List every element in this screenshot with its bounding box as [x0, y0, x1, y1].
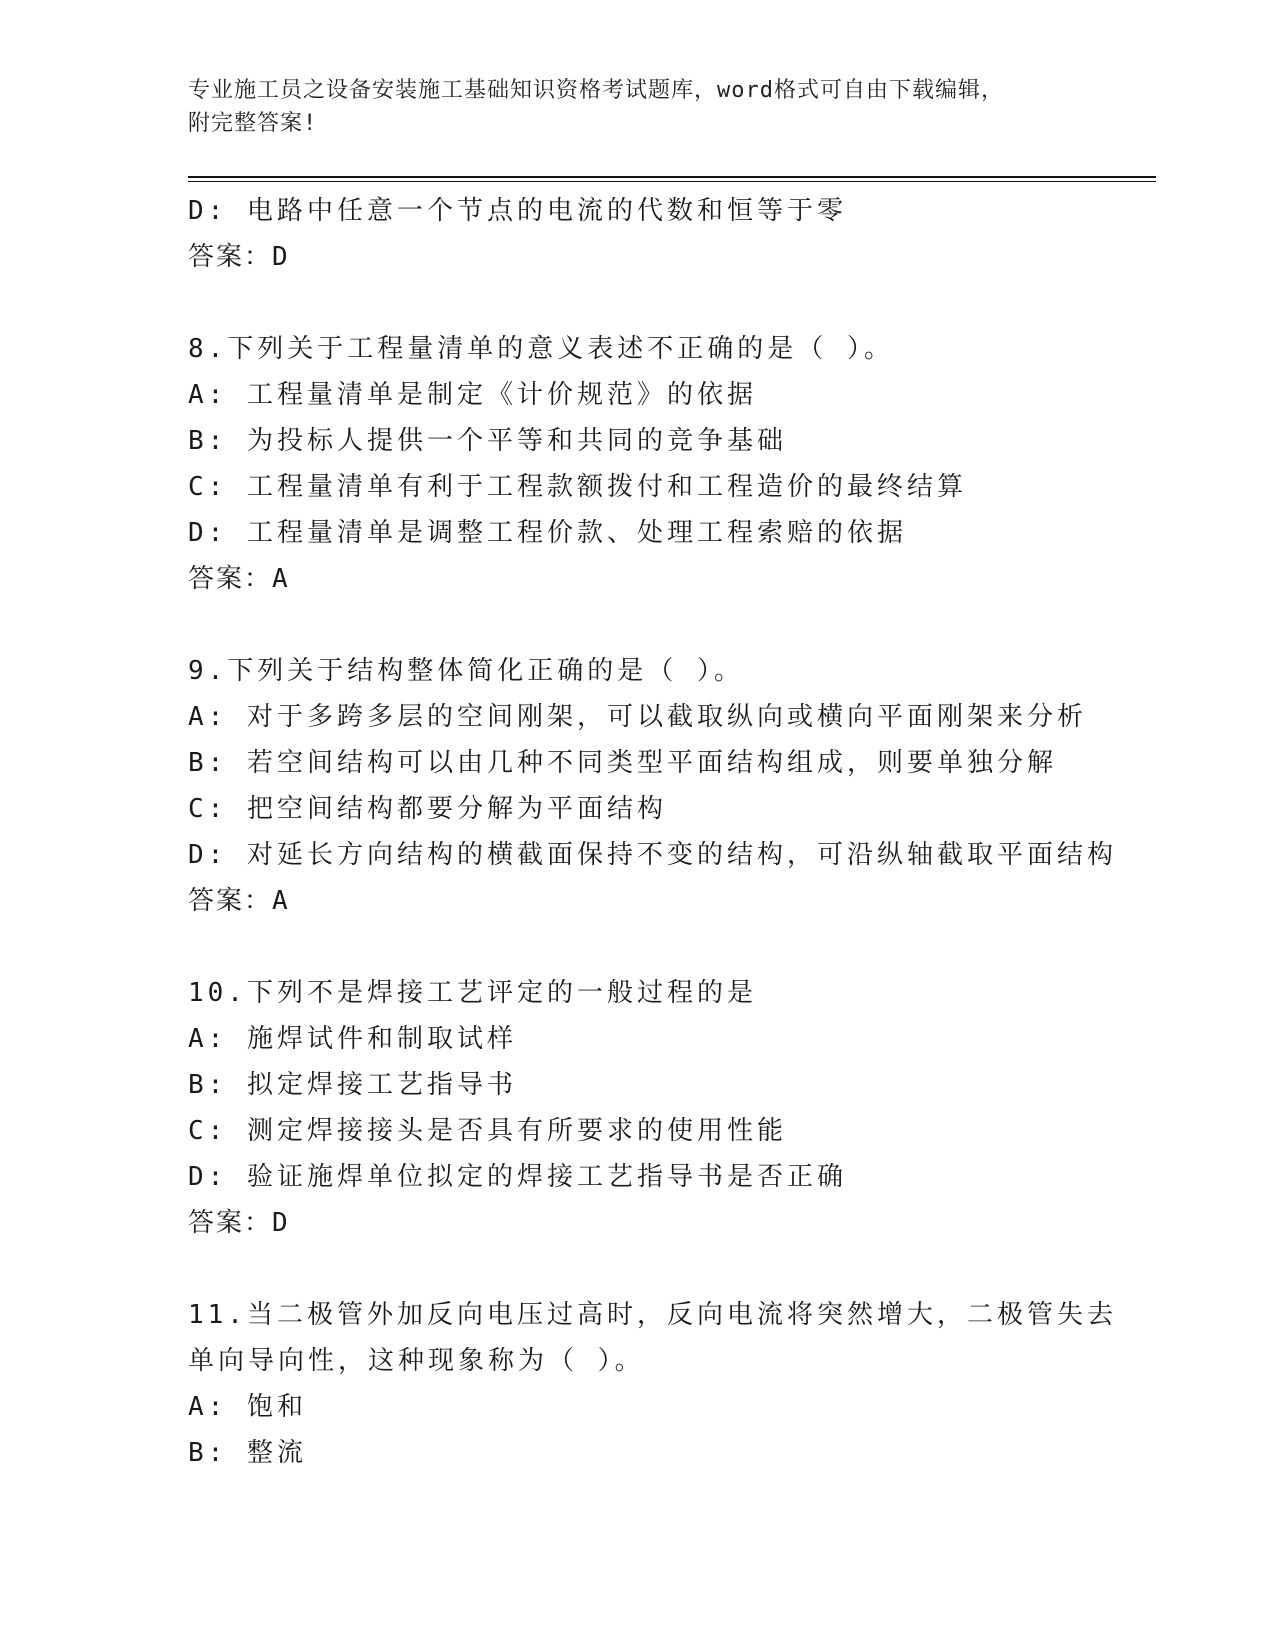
question-stem-line-2: 单向导向性，这种现象称为（ ）。 [188, 1346, 645, 1376]
answer-line: 答案：D [188, 1208, 290, 1238]
option-a: A: 施焊试件和制取试样 [188, 1024, 517, 1054]
question-9 [188, 648, 1148, 924]
header-line-1: 专业施工员之设备安装施工基础知识资格考试题库，word格式可自由下载编辑， [188, 78, 1004, 103]
option-d: D: 验证施焊单位拟定的焊接工艺指导书是否正确 [188, 1162, 847, 1192]
question-11 [188, 1292, 1148, 1476]
option-d: D: 工程量清单是调整工程价款、处理工程索赔的依据 [188, 518, 907, 548]
option-b: B: 整流 [188, 1438, 307, 1468]
option-c: C: 测定焊接接头是否具有所要求的使用性能 [188, 1116, 787, 1146]
option-d: D: 对延长方向结构的横截面保持不变的结构，可沿纵轴截取平面结构 [188, 840, 1117, 870]
option-a: A: 工程量清单是制定《计价规范》的依据 [188, 380, 757, 410]
previous-question-tail [188, 188, 1148, 280]
question-stem: 10.下列不是焊接工艺评定的一般过程的是 [188, 978, 757, 1008]
page-header [188, 74, 1088, 140]
header-line-2: 附完整答案! [188, 111, 318, 136]
header-rule-thin [188, 181, 1156, 182]
option-c: C: 把空间结构都要分解为平面结构 [188, 794, 667, 824]
option-c: C: 工程量清单有利于工程款额拨付和工程造价的最终结算 [188, 472, 967, 502]
answer-line: 答案：D [188, 242, 290, 272]
option-a: A: 饱和 [188, 1392, 307, 1422]
option-b: B: 为投标人提供一个平等和共同的竞争基础 [188, 426, 787, 456]
question-stem: 9.下列关于结构整体简化正确的是（ ）。 [188, 656, 744, 686]
option-a: A: 对于多跨多层的空间刚架，可以截取纵向或横向平面刚架来分析 [188, 702, 1087, 732]
answer-line: 答案：A [188, 886, 290, 916]
option-d: D: 电路中任意一个节点的电流的代数和恒等于零 [188, 196, 847, 226]
question-8 [188, 326, 1148, 602]
answer-line: 答案：A [188, 564, 290, 594]
question-10 [188, 970, 1148, 1246]
header-rule-thick [188, 176, 1156, 178]
question-stem: 8.下列关于工程量清单的意义表述不正确的是（ ）。 [188, 334, 894, 364]
question-stem-line-1: 11.当二极管外加反向电压过高时，反向电流将突然增大，二极管失去 [188, 1300, 1117, 1330]
question-content [188, 188, 1148, 1476]
option-b: B: 若空间结构可以由几种不同类型平面结构组成，则要单独分解 [188, 748, 1057, 778]
option-b: B: 拟定焊接工艺指导书 [188, 1070, 517, 1100]
